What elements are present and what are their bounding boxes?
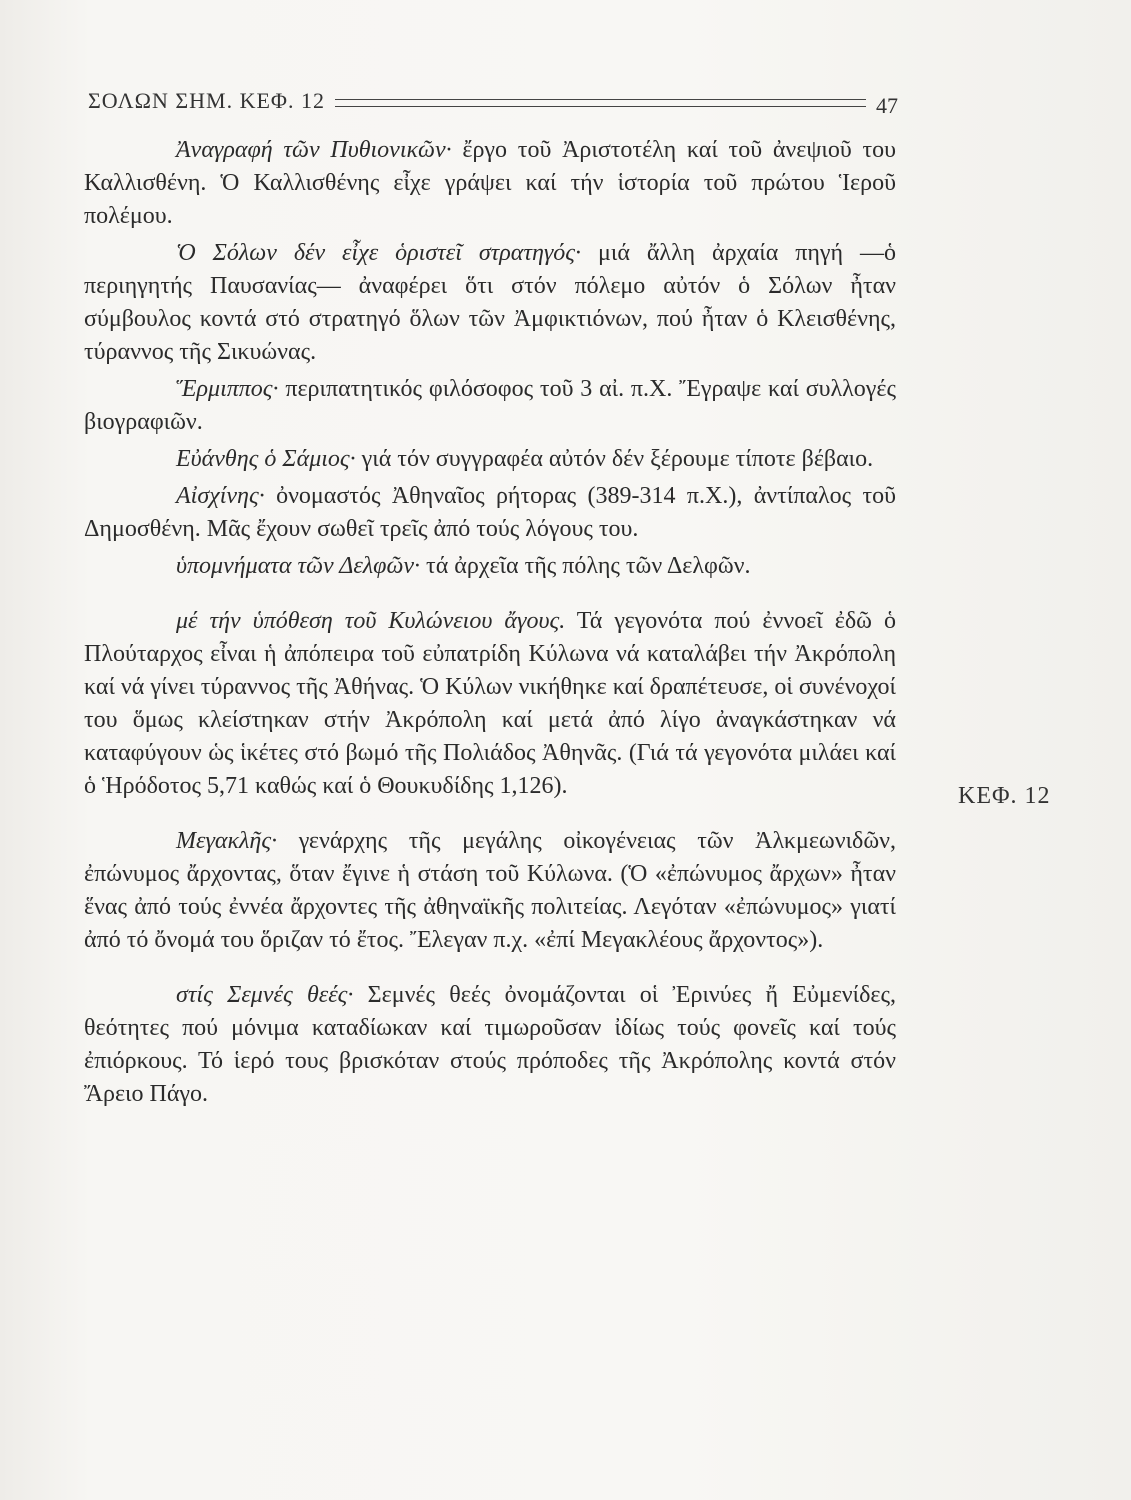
note-paragraph xyxy=(84,237,896,369)
note-term: Ἕρμιππος· xyxy=(176,376,279,402)
note-term: Ἀναγραφή τῶν Πυθιονικῶν· xyxy=(176,137,452,163)
header-double-rule xyxy=(335,99,866,107)
running-header xyxy=(88,84,898,118)
note-text: περιπατητικός φιλόσοφος τοῦ 3 αἰ. π.Χ. Ἔγραψε καί συλλογές βιογραφιῶν. xyxy=(84,376,896,435)
note-term: Εὐάνθης ὁ Σάμιος· xyxy=(176,446,356,472)
note-text: Τά γεγονότα πού ἐννοεῖ ἐδῶ ὁ Πλούταρχος εἶναι ἡ ἀπόπειρα τοῦ εὐπατρίδη Κύλωνα νά καταλάβει τήν Ἀκρόπολη καί νά γίνει τύραννος τῆς Ἀθήνας. Ὁ Κύλων νικήθηκε καί δραπέτευσε, οἱ συνένοχοί του ὅμως κλείστηκαν στήν Ἀκρόπολη καί μετά ἀπό λίγο ἀναγκάστηκαν νά καταφύγουν ὡς ἱκέτες στό βωμό τῆς Πολιάδος Ἀθηνᾶς. (Γιά τά γεγονότα μιλάει καί ὁ Ἡρόδοτος 5,71 καθώς καί ὁ Θουκυδίδης 1,126). xyxy=(84,608,896,799)
note-term: μέ τήν ὑπόθεση τοῦ Κυλώνειου ἄγους. xyxy=(176,608,566,634)
note-text: μιά ἄλλη ἀρχαία πηγή —ὁ περιηγητής Παυσανίας— ἀναφέρει ὅτι στόν πόλεμο αὐτόν ὁ Σόλων ἦταν σύμβουλος κοντά στό στρατηγό ὅλων τῶν Ἀμφικτιόνων, πού ἦταν ὁ Κλεισθένης, τύραννος τῆς Σικυώνας. xyxy=(84,240,896,365)
chapter-margin-note: ΚΕΦ. 12 xyxy=(958,783,1051,809)
note-paragraph xyxy=(84,480,896,546)
note-term: Αἰσχίνης· xyxy=(176,483,265,509)
note-text: Σεμνές θεές ὀνομάζονται οἱ Ἐρινύες ἤ Εὐμενίδες, θεότητες πού μόνιμα καταδίωκαν καί τιμωροῦσαν ἰδίως τούς φονεῖς καί τούς ἐπιόρκους. Τό ἱερό τους βρισκόταν στούς πρόποδες τῆς Ἀκρόπολης κοντά στόν Ἄρειο Πάγο. xyxy=(84,982,896,1107)
note-text: γιά τόν συγγραφέα αὐτόν δέν ξέρουμε τίποτε βέβαιο. xyxy=(355,446,874,472)
note-term: ὑπομνήματα τῶν Δελφῶν· xyxy=(176,553,421,579)
note-text: ἔργο τοῦ Ἀριστοτέλη καί τοῦ ἀνεψιοῦ του Καλλισθένη. Ὁ Καλλισθένης εἶχε γράψει καί τήν ἱστορία τοῦ πρώτου Ἱεροῦ πολέμου. xyxy=(84,137,896,229)
note-paragraph xyxy=(84,550,896,583)
note-paragraph xyxy=(84,373,896,439)
note-paragraph xyxy=(84,979,896,1111)
running-title: ΣΟΛΩΝ ΣΗΜ. ΚΕΦ. 12 xyxy=(88,88,325,113)
page-number: 47 xyxy=(876,93,898,118)
note-term: Μεγακλῆς· xyxy=(176,828,278,854)
notes-text xyxy=(84,134,896,1129)
note-paragraph xyxy=(84,825,896,957)
note-term: στίς Σεμνές θεές· xyxy=(176,982,354,1008)
note-text: γενάρχης τῆς μεγάλης οἰκογένειας τῶν Ἀλκμεωνιδῶν, ἐπώνυμος ἄρχοντας, ὅταν ἔγινε ἡ στάση τοῦ Κύλωνα. (Ὁ «ἐπώνυμος ἄρχων» ἦταν ἕνας ἀπό τούς ἐννέα ἄρχοντες τῆς ἀθηναϊκῆς πολιτείας. Λεγόταν «ἐπώνυμος» γιατί ἀπό τό ὄνομά του ὅριζαν τό ἔτος. Ἔλεγαν π.χ. «ἐπί Μεγακλέους ἄρχοντος»). xyxy=(84,828,896,953)
note-term: Ὁ Σόλων δέν εἶχε ὁριστεῖ στρατηγός· xyxy=(176,240,582,266)
note-paragraph xyxy=(84,605,896,803)
note-text: ὀνομαστός Ἀθηναῖος ρήτορας (389-314 π.Χ.), ἀντίπαλος τοῦ Δημοσθένη. Μᾶς ἔχουν σωθεῖ τρεῖς ἀπό τούς λόγους του. xyxy=(84,483,896,542)
note-paragraph xyxy=(84,134,896,233)
note-text: τά ἀρχεῖα τῆς πόλης τῶν Δελφῶν. xyxy=(420,553,751,579)
note-paragraph xyxy=(84,443,896,476)
